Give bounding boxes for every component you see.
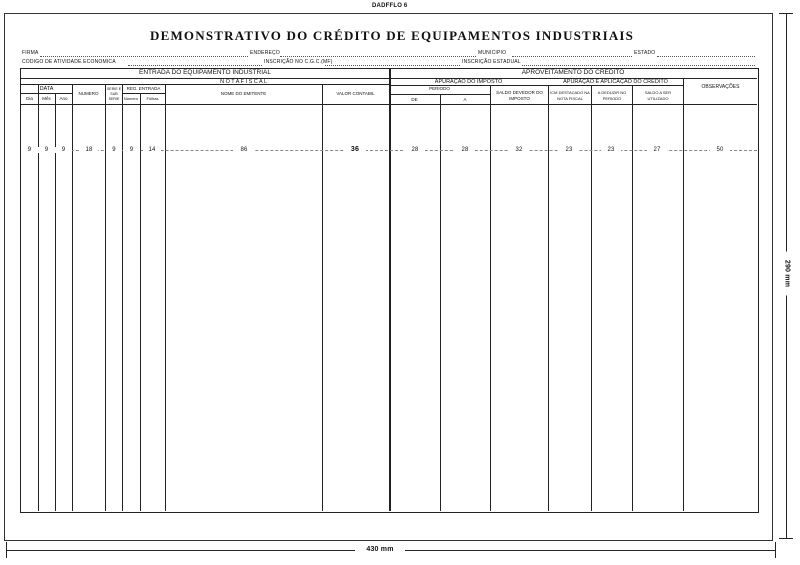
width-marker: 9 [38,147,55,153]
label-firma: FIRMA [22,50,39,56]
section-apuracao-aplicacao: APURAÇÃO E APLICAÇÃO DO CREDITO [563,79,668,85]
height-dimension-tick-bottom [779,538,793,539]
col-observacoes: OBSERVAÇÕES [701,84,740,90]
col-saldo-devedor: SALDO DEVEDOR DO IMPOSTO [496,90,543,101]
label-estado: ESTADO [634,50,656,56]
section-entrada: ENTRADA DO EQUIPAMENTO INDUSTRIAL [139,69,271,76]
section-apuracao-imposto: APURAÇÃO DO IMPOSTO [434,79,503,85]
municipio-field[interactable] [512,56,632,57]
label-inscricao-estadual: INSCRIÇÃO ESTADUAL [462,59,521,65]
col-de: DE [411,97,418,102]
width-marker: 9 [55,147,72,153]
form-code: DADFFLO 6 [372,3,408,9]
width-marker: 28 [405,147,425,153]
width-dimension-tick-right [775,542,776,558]
width-dimension-label: 430 mm [355,546,405,553]
width-marker: 9 [106,147,122,153]
estado-field[interactable] [657,56,755,57]
section-periodo: PERIODO [429,86,450,91]
endereco-field[interactable] [280,56,476,57]
label-codigo-atividade: CODIGO DE ATIVIDADE ECONOMICA [22,59,116,65]
width-marker: 9 [21,147,38,153]
section-reg-entrada: REG. ENTRADA [126,86,161,91]
width-dimension-tick-left [6,542,7,558]
width-marker: 18 [80,147,98,153]
width-marker: 32 [509,147,529,153]
col-ano: Ano [59,96,68,101]
col-numero: NUMERO [78,91,99,96]
width-marker: 28 [455,147,475,153]
width-marker: 23 [601,147,621,153]
width-marker: 86 [233,147,255,153]
firma-field[interactable] [40,56,248,57]
width-marker: 14 [143,147,161,153]
width-marker: 27 [647,147,667,153]
section-aproveitamento: APROVEITAMENTO DO CREDITO [521,69,625,76]
height-dimension-tick-top [779,13,793,14]
col-icm-destacado: ICM DESTACADO NA NOTA FISCAL [550,90,590,101]
height-dimension-label: 290 mm [784,252,791,296]
col-reg-folhas: Fôlhas [146,96,159,101]
form-title: DEMONSTRATIVO DO CRÉDITO DE EQUIPAMENTOS INDUSTRIAIS [150,28,635,43]
width-marker: 50 [710,147,730,153]
col-a: A [463,97,467,102]
col-dia: Dia [26,96,33,101]
label-municipio: MUNICIPIO [478,50,507,56]
label-inscricao-cgc: INSCRIÇÃO NO C.G.C.(MF) [264,59,333,65]
codigo-atividade-field[interactable] [128,65,262,66]
section-nota-fiscal: N O T A F I S C A L [220,79,267,85]
col-valor-contabil: VALOR CONTABIL [336,91,375,96]
inscricao-cgc-field[interactable] [325,65,460,66]
width-marker: 9 [123,147,140,153]
col-serie: SERIE E SUB SERIE [106,87,122,101]
inscricao-estadual-field[interactable] [522,65,755,66]
col-nome-emitente: NOME DO EMITENTE [220,91,267,96]
col-mes: Mês [42,96,51,101]
width-marker: 36 [344,146,366,153]
col-reg-numero: Número [123,96,139,101]
col-saldo-utilizar: SALDO A SER UTILIZADO [644,90,672,101]
col-a-deduzir: A DEDUZIR NO PERIODO [597,90,627,101]
section-data: DATA [39,86,54,92]
width-marker: 23 [559,147,579,153]
label-endereco: ENDEREÇO [250,50,280,56]
